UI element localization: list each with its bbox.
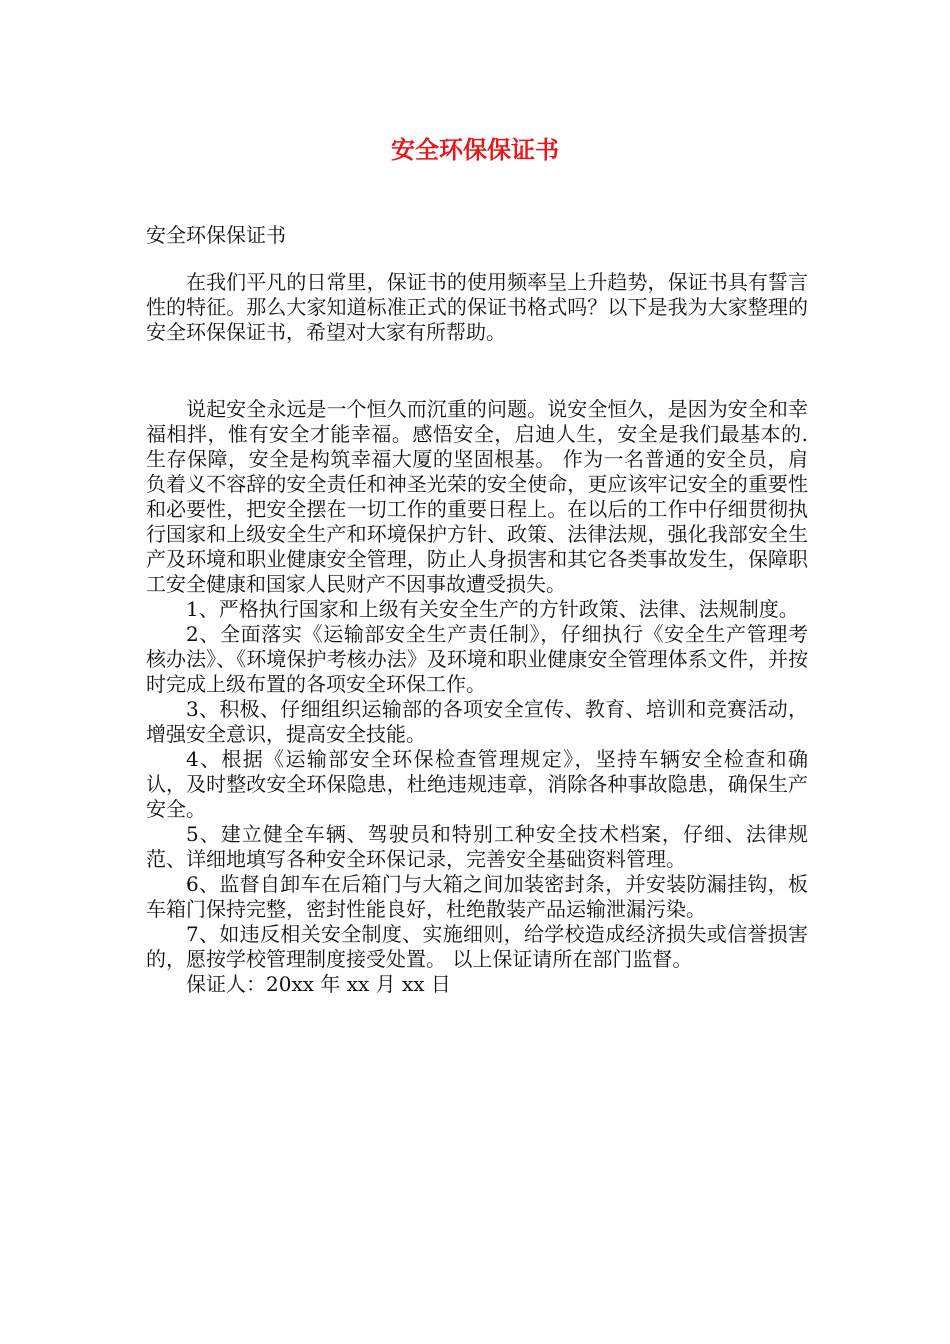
main-body bbox=[146, 397, 808, 997]
signature-line: 保证人：20xx 年 xx 月 xx 日 bbox=[186, 972, 451, 996]
clause-5: 5、建立健全车辆、驾驶员和特别工种安全技术档案，仔细、法律规范、详细地填写各种安全环保记录，完善安全基础资料管理。 bbox=[146, 822, 808, 871]
clause-7: 7、如违反相关安全制度、实施细则，给学校造成经济损失或信誉损害的，愿按学校管理制度接受处置。 以上保证请所在部门监督。 bbox=[146, 922, 808, 971]
clause-2: 2、全面落实《运输部安全生产责任制》，仔细执行《安全生产管理考核办法》、《环境保护考核办法》及环境和职业健康安全管理体系文件，并按时完成上级布置的各项安全环保工作。 bbox=[146, 622, 808, 696]
document-title: 安全环保保证书 bbox=[391, 136, 559, 164]
intro-paragraph: 在我们平凡的日常里，保证书的使用频率呈上升趋势，保证书具有誓言性的特征。那么大家知道标准正式的保证书格式吗？以下是我为大家整理的安全环保保证书，希望对大家有所帮助。 bbox=[146, 270, 808, 344]
intro-section bbox=[146, 270, 808, 345]
body-paragraph-preamble: 说起安全永远是一个恒久而沉重的问题。说安全恒久，是因为安全和幸福相拌，惟有安全才能幸福。感悟安全，启迪人生，安全是我们最基本的.生存保障，安全是构筑幸福大厦的坚固根基。 作为一名普通的安全员，肩负着义不容辞的安全责任和神圣光荣的安全使命，更应该牢记安全的重要性和必要性，把安全摆在一切工作的重要日程上。在以后的工作中仔细贯彻执行国家和上级安全生产和环境保护方针、政策、法律法规，强化我部安全生产及环境和职业健康安全管理，防止人身损害和其它各类事故发生，保障职工安全健康和国家人民财产不因事故遭受损失。 bbox=[146, 397, 808, 596]
document-subtitle: 安全环保保证书 bbox=[146, 223, 286, 247]
clause-1: 1、严格执行国家和上级有关安全生产的方针政策、法律、法规制度。 bbox=[186, 597, 799, 621]
clause-3: 3、积极、仔细组织运输部的各项安全宣传、教育、培训和竞赛活动，增强安全意识，提高安全技能。 bbox=[146, 697, 808, 746]
clause-4: 4、根据《运输部安全环保检查管理规定》，坚持车辆安全检查和确认，及时整改安全环保隐患，杜绝违规违章，消除各种事故隐患，确保生产安全。 bbox=[146, 747, 808, 821]
clause-6: 6、监督自卸车在后箱门与大箱之间加装密封条，并安装防漏挂钩，板车箱门保持完整，密封性能良好，杜绝散装产品运输泄漏污染。 bbox=[146, 872, 808, 921]
